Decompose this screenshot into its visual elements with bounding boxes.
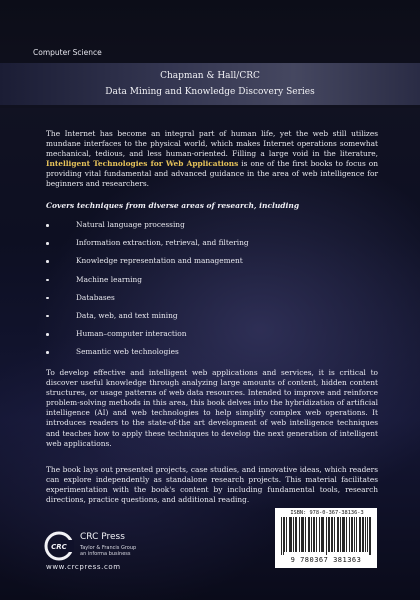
bullet-icon xyxy=(46,351,49,354)
barcode-bar xyxy=(319,517,320,552)
barcode-bar xyxy=(321,517,322,552)
bullet-icon xyxy=(46,297,49,300)
list-item xyxy=(46,311,346,329)
barcode-bar xyxy=(340,517,341,552)
barcode-bar xyxy=(360,517,361,552)
covers-heading: Covers techniques from diverse areas of research, including xyxy=(46,201,300,210)
barcode-bar xyxy=(356,517,357,552)
list-item xyxy=(46,293,346,311)
topic-label: Human–computer interaction xyxy=(76,329,187,339)
barcode-bar xyxy=(281,517,282,555)
barcode-bar xyxy=(314,517,315,552)
barcode-bar xyxy=(344,517,345,552)
barcode-bar xyxy=(293,517,294,552)
publisher-series-line2: Data Mining and Knowledge Discovery Series xyxy=(105,87,315,97)
barcode-bar xyxy=(363,517,364,552)
barcode-bar xyxy=(367,517,368,552)
bullet-icon xyxy=(46,315,49,318)
intro-after-title: is one of the first books to focus on providing vital fundamental and advanced guidance in the area of web intelligence for beginners and researchers. xyxy=(46,159,378,189)
barcode-bar xyxy=(303,517,304,552)
barcode-bar xyxy=(351,517,352,552)
barcode-bars xyxy=(281,517,371,555)
list-item xyxy=(46,220,346,238)
barcode-bar xyxy=(305,517,306,552)
barcode-bar xyxy=(349,517,350,552)
barcode-bar xyxy=(284,517,285,552)
series-band xyxy=(0,63,420,105)
barcode-bar xyxy=(331,517,332,552)
publisher-name: CRC Press xyxy=(80,532,125,542)
topic-label: Machine learning xyxy=(76,274,143,284)
barcode-bar xyxy=(299,517,300,552)
barcode-bar xyxy=(329,517,330,552)
barcode-bar xyxy=(334,517,335,552)
barcode-bar xyxy=(362,517,363,552)
barcode-bar xyxy=(286,517,287,552)
barcode-bar xyxy=(359,517,360,552)
topic-label: Information extraction, retrieval, and filtering xyxy=(76,238,249,248)
barcode-bar xyxy=(308,517,309,552)
barcode-bar xyxy=(346,517,347,552)
barcode-bar xyxy=(290,517,291,552)
isbn-label: ISBN: 978-0-367-38136-3 xyxy=(290,510,364,516)
topic-label: Natural language processing xyxy=(76,220,185,229)
list-item xyxy=(46,347,346,365)
isbn-digits: 9 780367 381363 xyxy=(290,556,362,564)
book-title-highlight: Intelligent Technologies for Web Applications xyxy=(46,159,239,169)
barcode-bar xyxy=(365,517,366,552)
topic-label: Data, web, and text mining xyxy=(76,310,178,320)
publisher-group: Taylor & Francis Group xyxy=(80,545,137,551)
bullet-icon xyxy=(46,242,49,245)
barcode-bar xyxy=(302,517,303,552)
barcode-bar xyxy=(326,517,327,555)
list-item xyxy=(46,275,346,293)
barcode-bar xyxy=(332,517,333,552)
list-item xyxy=(46,256,346,274)
barcode-bar xyxy=(342,517,343,552)
publisher-tagline: an informa business xyxy=(80,551,131,557)
paragraph-projects: The book lays out presented projects, case studies, and innovative ideas, which readers can explore independently as standalone research projects. This material facilitates experimentation with the book's content by including fundamental tools, research directions, practice questions, and additional reading. xyxy=(46,465,378,505)
barcode-bar xyxy=(291,517,292,552)
barcode-bar xyxy=(338,517,339,552)
barcode-bar xyxy=(311,517,312,552)
bullet-icon xyxy=(46,333,49,336)
topic-label: Databases xyxy=(76,292,115,302)
bullet-icon xyxy=(46,224,49,227)
barcode-bar xyxy=(328,517,329,552)
list-item xyxy=(46,329,346,347)
intro-paragraph xyxy=(46,129,378,190)
publisher-url: www.crcpress.com xyxy=(46,563,121,571)
barcode-bar xyxy=(352,517,353,552)
list-item xyxy=(46,238,346,256)
topics-list xyxy=(46,220,346,366)
barcode-bar xyxy=(323,517,324,552)
barcode-bar xyxy=(313,517,314,552)
barcode-bar xyxy=(337,517,338,552)
topic-label: Knowledge representation and management xyxy=(76,256,243,266)
barcode-bar xyxy=(322,517,323,552)
paragraph-web-intelligence: To develop effective and intelligent web applications and services, it is critical to discover useful knowledge through analyzing large amounts of content, hidden content structures, or usage patterns of web data resources. Intended to improve and reinforce problem-solving methods in this area, this book delves into the hybridization of artificial intelligence (AI) and web technologies to help simplify complex web operations. It introduces readers to the state-of-the art development of web intelligence techniques and teaches how to apply these techniques to develop the next generation of intelligent web applications. xyxy=(46,368,378,448)
barcode-bar xyxy=(309,517,310,552)
barcode-bar xyxy=(370,517,371,555)
bullet-icon xyxy=(46,279,49,282)
bullet-icon xyxy=(46,260,49,263)
barcode-bar xyxy=(296,517,297,552)
logo-letters: CRC xyxy=(51,543,67,551)
barcode-bar xyxy=(316,517,317,552)
barcode-bar xyxy=(301,517,302,552)
crc-logo-icon xyxy=(44,531,74,561)
barcode-bar xyxy=(295,517,296,552)
barcode-bar xyxy=(283,517,284,555)
intro-before-title: The Internet has become an integral part of human life, yet the web still utilizes mundane interfaces to the physical world, which makes Internet operations somewhat mechanical, tedious, and less human-oriented. Filling a large void in the literature, xyxy=(46,129,378,159)
topic-label: Semantic web technologies xyxy=(76,347,179,357)
barcode-bar xyxy=(369,517,370,555)
barcode-bar xyxy=(343,517,344,552)
category-label: Computer Science xyxy=(33,48,102,57)
barcode-bar xyxy=(289,517,290,552)
publisher-series-line1: Chapman & Hall/CRC xyxy=(160,71,260,81)
barcode-bar xyxy=(354,517,355,552)
